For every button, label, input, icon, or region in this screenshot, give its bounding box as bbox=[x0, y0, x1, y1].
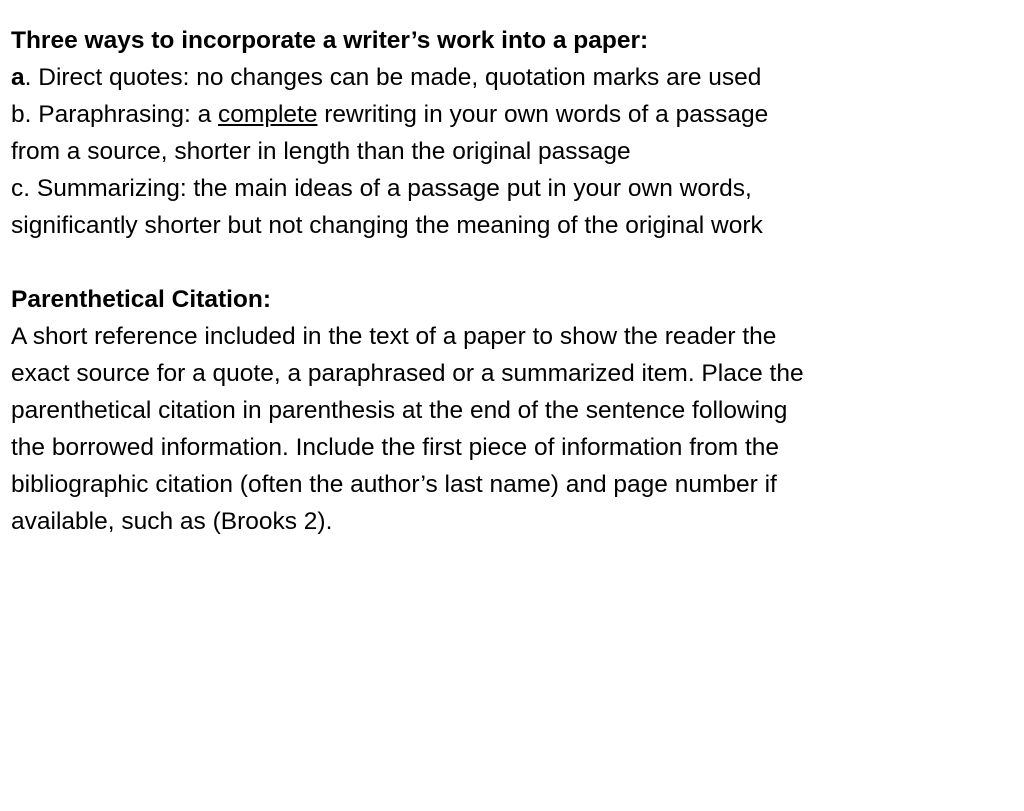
citation-paragraph-line: parenthetical citation in parenthesis at the end of the sentence following bbox=[11, 397, 788, 424]
slide-body bbox=[11, 22, 1016, 540]
item-b-prefix: b. Paraphrasing: a bbox=[11, 101, 219, 128]
item-a-text: . Direct quotes: no changes can be made, quotation marks are used bbox=[24, 64, 762, 91]
list-item-paraphrasing bbox=[11, 96, 1016, 133]
citation-paragraph-line: the borrowed information. Include the first piece of information from the bbox=[11, 434, 780, 461]
citation-paragraph-line: available, such as (Brooks 2). bbox=[11, 508, 333, 535]
item-b-suffix: rewriting in your own words of a passage bbox=[317, 101, 769, 128]
section-spacer bbox=[11, 244, 1016, 281]
item-b-emphasis: complete bbox=[218, 101, 318, 128]
item-c-line2: significantly shorter but not changing the meaning of the original work bbox=[11, 212, 763, 239]
item-letter-a: a bbox=[11, 64, 25, 91]
list-item-direct-quotes bbox=[11, 59, 1016, 96]
list-item-summarizing: c. Summarizing: the main ideas of a passage put in your own words, bbox=[11, 175, 752, 202]
citation-paragraph-line: bibliographic citation (often the author’s last name) and page number if bbox=[11, 471, 777, 498]
item-b-line2: from a source, shorter in length than the original passage bbox=[11, 138, 631, 165]
section-heading-incorporate: Three ways to incorporate a writer’s work into a paper: bbox=[11, 27, 649, 54]
citation-paragraph-line: exact source for a quote, a paraphrased or a summarized item. Place the bbox=[11, 360, 804, 387]
citation-paragraph-line: A short reference included in the text of a paper to show the reader the bbox=[11, 323, 777, 350]
section-heading-citation: Parenthetical Citation: bbox=[11, 286, 272, 313]
